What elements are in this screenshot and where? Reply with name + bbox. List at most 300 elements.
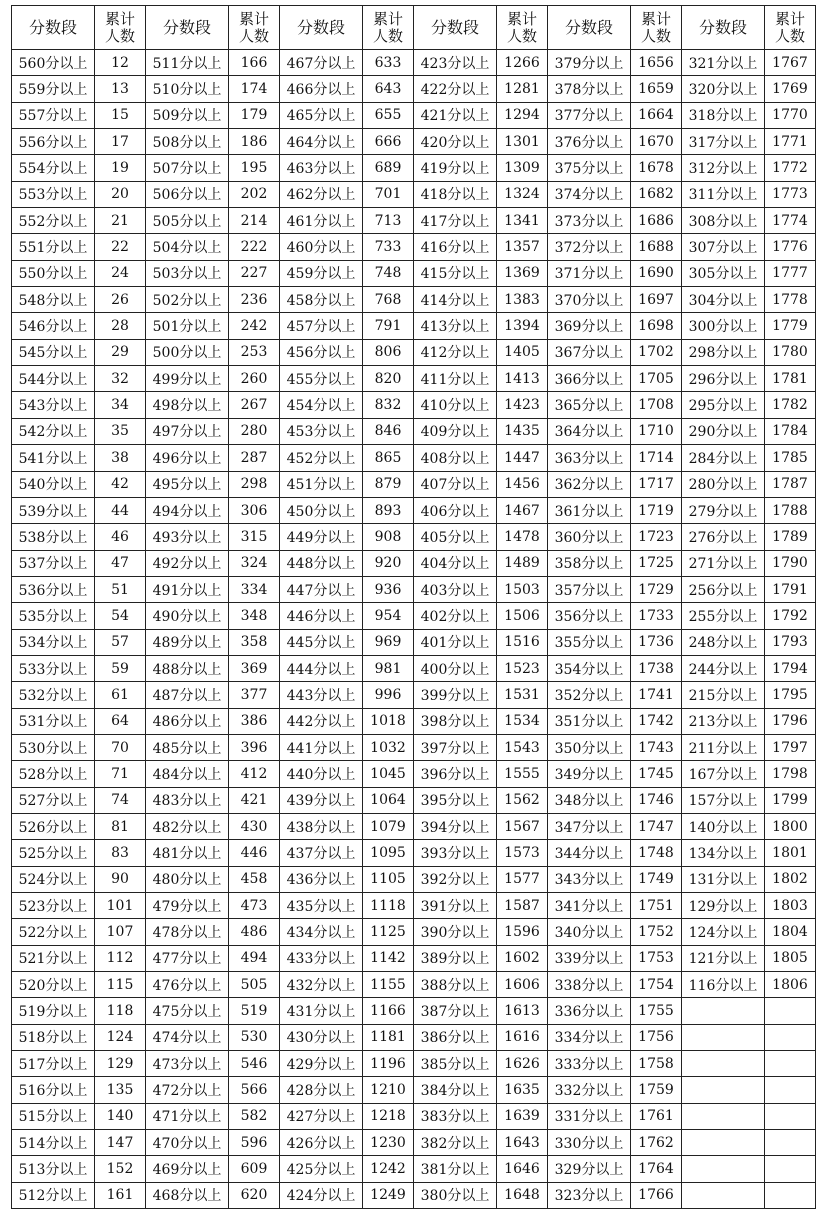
table-row <box>12 524 816 550</box>
score-segment-cell <box>682 1077 765 1103</box>
cumulative-count-cell: 1790 <box>765 550 816 576</box>
score-segment-cell: 439分以上 <box>280 787 363 813</box>
cumulative-count-cell: 1719 <box>631 497 682 523</box>
cumulative-count-cell: 74 <box>95 787 146 813</box>
cumulative-count-cell: 28 <box>95 313 146 339</box>
cumulative-count-cell: 1543 <box>497 734 548 760</box>
cumulative-count-cell: 1738 <box>631 655 682 681</box>
cumulative-count-cell: 1210 <box>363 1077 414 1103</box>
score-segment-cell: 376分以上 <box>548 129 631 155</box>
table-row <box>12 893 816 919</box>
table-row <box>12 1103 816 1129</box>
score-segment-cell: 423分以上 <box>414 50 497 76</box>
score-segment-cell: 520分以上 <box>12 972 95 998</box>
header-row <box>12 6 816 50</box>
score-segment-cell: 352分以上 <box>548 682 631 708</box>
cumulative-count-cell: 1118 <box>363 893 414 919</box>
cumulative-count-cell: 287 <box>229 445 280 471</box>
cumulative-count-cell: 1573 <box>497 840 548 866</box>
cumulative-count-cell: 135 <box>95 1077 146 1103</box>
cumulative-count-cell: 1018 <box>363 708 414 734</box>
score-segment-cell: 371分以上 <box>548 260 631 286</box>
score-segment-cell: 389分以上 <box>414 945 497 971</box>
score-segment-cell: 476分以上 <box>146 972 229 998</box>
cumulative-count-cell: 101 <box>95 893 146 919</box>
cumulative-count-cell <box>765 1077 816 1103</box>
cumulative-count-cell: 1577 <box>497 866 548 892</box>
cumulative-count-cell: 1242 <box>363 1156 414 1182</box>
table-row <box>12 682 816 708</box>
score-segment-cell: 369分以上 <box>548 313 631 339</box>
score-segment-cell: 129分以上 <box>682 893 765 919</box>
cumulative-count-cell: 458 <box>229 866 280 892</box>
score-segment-cell: 494分以上 <box>146 497 229 523</box>
score-segment-cell: 524分以上 <box>12 866 95 892</box>
cumulative-count-cell: 1105 <box>363 866 414 892</box>
cumulative-count-cell: 1797 <box>765 734 816 760</box>
cumulative-count-cell: 1656 <box>631 50 682 76</box>
cumulative-count-cell: 1767 <box>765 50 816 76</box>
cumulative-count-cell: 1766 <box>631 1182 682 1208</box>
score-segment-cell: 340分以上 <box>548 919 631 945</box>
score-segment-cell: 354分以上 <box>548 655 631 681</box>
cumulative-count-cell <box>765 1182 816 1208</box>
score-segment-cell: 321分以上 <box>682 50 765 76</box>
header-count-line1: 累计 <box>506 9 537 28</box>
cumulative-count-cell: 1777 <box>765 260 816 286</box>
cumulative-count-cell: 954 <box>363 603 414 629</box>
score-segment-cell <box>682 998 765 1024</box>
cumulative-count-cell: 1596 <box>497 919 548 945</box>
score-segment-cell: 498分以上 <box>146 392 229 418</box>
score-segment-cell: 417分以上 <box>414 208 497 234</box>
cumulative-count-cell: 1635 <box>497 1077 548 1103</box>
score-segment-cell: 556分以上 <box>12 129 95 155</box>
score-segment-cell: 542分以上 <box>12 418 95 444</box>
score-segment-cell: 544分以上 <box>12 366 95 392</box>
cumulative-count-cell: 1806 <box>765 972 816 998</box>
cumulative-count-cell: 1705 <box>631 366 682 392</box>
cumulative-count-cell: 1752 <box>631 919 682 945</box>
score-segment-cell: 454分以上 <box>280 392 363 418</box>
score-segment-cell: 519分以上 <box>12 998 95 1024</box>
score-segment-cell: 499分以上 <box>146 366 229 392</box>
cumulative-count-cell: 1729 <box>631 576 682 602</box>
score-segment-cell: 255分以上 <box>682 603 765 629</box>
cumulative-count-cell: 348 <box>229 603 280 629</box>
header-count-line2: 人数 <box>506 26 537 45</box>
score-segment-cell: 536分以上 <box>12 576 95 602</box>
score-segment-cell: 391分以上 <box>414 893 497 919</box>
cumulative-count-cell: 253 <box>229 339 280 365</box>
cumulative-count-cell: 59 <box>95 655 146 681</box>
cumulative-count-cell: 29 <box>95 339 146 365</box>
cumulative-count-cell: 1789 <box>765 524 816 550</box>
table-row <box>12 313 816 339</box>
header-count-line1: 累计 <box>104 9 135 28</box>
score-segment-cell: 452分以上 <box>280 445 363 471</box>
table-row <box>12 339 816 365</box>
table-row <box>12 761 816 787</box>
header-count-line1: 累计 <box>640 9 671 28</box>
score-segment-cell: 364分以上 <box>548 418 631 444</box>
table-row <box>12 550 816 576</box>
score-segment-cell: 427分以上 <box>280 1103 363 1129</box>
score-segment-cell: 374分以上 <box>548 181 631 207</box>
cumulative-count-cell <box>765 1130 816 1156</box>
score-segment-cell: 444分以上 <box>280 655 363 681</box>
cumulative-count-cell: 1266 <box>497 50 548 76</box>
score-segment-cell: 373分以上 <box>548 208 631 234</box>
score-segment-cell: 320分以上 <box>682 76 765 102</box>
cumulative-count-cell: 1714 <box>631 445 682 471</box>
table-row <box>12 1024 816 1050</box>
cumulative-count-cell: 701 <box>363 181 414 207</box>
score-segment-cell: 406分以上 <box>414 497 497 523</box>
score-segment-cell: 367分以上 <box>548 339 631 365</box>
cumulative-count-cell: 505 <box>229 972 280 998</box>
cumulative-count-cell: 334 <box>229 576 280 602</box>
table-row <box>12 972 816 998</box>
cumulative-count-cell: 1405 <box>497 339 548 365</box>
score-segment-cell: 517分以上 <box>12 1051 95 1077</box>
header-cumulative-count <box>631 6 682 50</box>
cumulative-count-cell: 1281 <box>497 76 548 102</box>
cumulative-count-cell: 1784 <box>765 418 816 444</box>
table-row <box>12 1051 816 1077</box>
table-row <box>12 129 816 155</box>
score-segment-cell <box>682 1182 765 1208</box>
score-segment-cell: 347分以上 <box>548 813 631 839</box>
score-segment-cell: 502分以上 <box>146 287 229 313</box>
cumulative-count-cell: 1697 <box>631 287 682 313</box>
score-segment-cell: 276分以上 <box>682 524 765 550</box>
score-segment-cell: 486分以上 <box>146 708 229 734</box>
score-segment-cell: 331分以上 <box>548 1103 631 1129</box>
cumulative-count-cell: 1230 <box>363 1130 414 1156</box>
header-score-segment: 分数段 <box>146 6 229 50</box>
score-segment-cell: 434分以上 <box>280 919 363 945</box>
cumulative-count-cell: 713 <box>363 208 414 234</box>
cumulative-count-cell: 1613 <box>497 998 548 1024</box>
table-row <box>12 629 816 655</box>
score-segment-cell: 460分以上 <box>280 234 363 260</box>
score-segment-cell: 480分以上 <box>146 866 229 892</box>
cumulative-count-cell: 129 <box>95 1051 146 1077</box>
score-segment-cell: 468分以上 <box>146 1182 229 1208</box>
score-segment-cell: 388分以上 <box>414 972 497 998</box>
score-segment-cell: 377分以上 <box>548 102 631 128</box>
cumulative-count-cell: 61 <box>95 682 146 708</box>
score-segment-cell: 531分以上 <box>12 708 95 734</box>
score-segment-cell: 438分以上 <box>280 813 363 839</box>
score-segment-cell: 474分以上 <box>146 1024 229 1050</box>
cumulative-count-cell: 748 <box>363 260 414 286</box>
table-row <box>12 919 816 945</box>
cumulative-count-cell: 1785 <box>765 445 816 471</box>
cumulative-count-cell: 15 <box>95 102 146 128</box>
score-segment-cell: 397分以上 <box>414 734 497 760</box>
score-segment-cell: 415分以上 <box>414 260 497 286</box>
cumulative-count-cell: 1803 <box>765 893 816 919</box>
cumulative-count-cell: 1394 <box>497 313 548 339</box>
cumulative-count-cell: 1698 <box>631 313 682 339</box>
score-segment-cell: 527分以上 <box>12 787 95 813</box>
cumulative-count-cell: 1769 <box>765 76 816 102</box>
cumulative-count-cell: 140 <box>95 1103 146 1129</box>
cumulative-count-cell: 421 <box>229 787 280 813</box>
cumulative-count-cell: 26 <box>95 287 146 313</box>
score-segment-cell: 435分以上 <box>280 893 363 919</box>
score-segment-cell: 495分以上 <box>146 471 229 497</box>
score-segment-cell: 341分以上 <box>548 893 631 919</box>
cumulative-count-cell: 1626 <box>497 1051 548 1077</box>
score-segment-cell: 514分以上 <box>12 1130 95 1156</box>
cumulative-count-cell: 1745 <box>631 761 682 787</box>
cumulative-count-cell: 733 <box>363 234 414 260</box>
score-segment-cell: 492分以上 <box>146 550 229 576</box>
header-cumulative-count <box>95 6 146 50</box>
score-segment-cell: 437分以上 <box>280 840 363 866</box>
score-segment-cell: 464分以上 <box>280 129 363 155</box>
cumulative-count-cell: 42 <box>95 471 146 497</box>
score-segment-cell: 409分以上 <box>414 418 497 444</box>
score-segment-cell: 305分以上 <box>682 260 765 286</box>
cumulative-count-cell: 996 <box>363 682 414 708</box>
cumulative-count-cell: 806 <box>363 339 414 365</box>
score-segment-cell: 334分以上 <box>548 1024 631 1050</box>
table-row <box>12 76 816 102</box>
cumulative-count-cell: 260 <box>229 366 280 392</box>
cumulative-count-cell: 57 <box>95 629 146 655</box>
cumulative-count-cell: 582 <box>229 1103 280 1129</box>
score-segment-cell: 311分以上 <box>682 181 765 207</box>
cumulative-count-cell: 1804 <box>765 919 816 945</box>
table-row <box>12 366 816 392</box>
cumulative-count-cell: 1670 <box>631 129 682 155</box>
score-segment-cell: 457分以上 <box>280 313 363 339</box>
cumulative-count-cell: 865 <box>363 445 414 471</box>
score-segment-cell: 487分以上 <box>146 682 229 708</box>
score-segment-cell: 398分以上 <box>414 708 497 734</box>
cumulative-count-cell: 1741 <box>631 682 682 708</box>
score-segment-cell: 379分以上 <box>548 50 631 76</box>
table-row <box>12 866 816 892</box>
cumulative-count-cell: 1534 <box>497 708 548 734</box>
score-segment-cell <box>682 1051 765 1077</box>
cumulative-count-cell: 35 <box>95 418 146 444</box>
header-count-line2: 人数 <box>774 26 805 45</box>
score-segment-cell: 405分以上 <box>414 524 497 550</box>
score-segment-cell: 501分以上 <box>146 313 229 339</box>
cumulative-count-cell: 1125 <box>363 919 414 945</box>
score-segment-cell: 485分以上 <box>146 734 229 760</box>
cumulative-count-cell: 1754 <box>631 972 682 998</box>
score-segment-cell: 537分以上 <box>12 550 95 576</box>
cumulative-count-cell: 38 <box>95 445 146 471</box>
score-segment-cell: 459分以上 <box>280 260 363 286</box>
score-segment-cell: 504分以上 <box>146 234 229 260</box>
cumulative-count-cell: 1759 <box>631 1077 682 1103</box>
cumulative-count-cell: 1489 <box>497 550 548 576</box>
table-row <box>12 497 816 523</box>
score-segment-cell: 523分以上 <box>12 893 95 919</box>
cumulative-count-cell: 20 <box>95 181 146 207</box>
cumulative-count-cell: 315 <box>229 524 280 550</box>
cumulative-count-cell: 44 <box>95 497 146 523</box>
cumulative-count-cell: 1646 <box>497 1156 548 1182</box>
cumulative-count-cell: 1602 <box>497 945 548 971</box>
score-segment-cell: 432分以上 <box>280 972 363 998</box>
cumulative-count-cell: 1142 <box>363 945 414 971</box>
score-segment-cell: 386分以上 <box>414 1024 497 1050</box>
header-score-segment: 分数段 <box>548 6 631 50</box>
score-segment-cell: 295分以上 <box>682 392 765 418</box>
score-segment-cell: 348分以上 <box>548 787 631 813</box>
score-segment-cell <box>682 1103 765 1129</box>
score-segment-cell: 404分以上 <box>414 550 497 576</box>
cumulative-count-cell <box>765 1103 816 1129</box>
cumulative-count-cell: 430 <box>229 813 280 839</box>
score-segment-cell: 500分以上 <box>146 339 229 365</box>
cumulative-count-cell: 242 <box>229 313 280 339</box>
cumulative-count-cell: 1447 <box>497 445 548 471</box>
cumulative-count-cell: 51 <box>95 576 146 602</box>
score-segment-cell: 440分以上 <box>280 761 363 787</box>
cumulative-count-cell: 1294 <box>497 102 548 128</box>
score-segment-cell: 394分以上 <box>414 813 497 839</box>
score-segment-cell: 385分以上 <box>414 1051 497 1077</box>
score-segment-cell: 284分以上 <box>682 445 765 471</box>
header-cumulative-count <box>229 6 280 50</box>
cumulative-count-cell: 1045 <box>363 761 414 787</box>
cumulative-count-cell: 166 <box>229 50 280 76</box>
cumulative-count-cell: 1690 <box>631 260 682 286</box>
score-segment-cell: 140分以上 <box>682 813 765 839</box>
score-segment-cell: 390分以上 <box>414 919 497 945</box>
header-score-segment: 分数段 <box>12 6 95 50</box>
cumulative-count-cell: 267 <box>229 392 280 418</box>
cumulative-count-cell: 202 <box>229 181 280 207</box>
cumulative-count-cell: 112 <box>95 945 146 971</box>
table-row <box>12 1156 816 1182</box>
score-segment-cell: 508分以上 <box>146 129 229 155</box>
score-segment-cell: 441分以上 <box>280 734 363 760</box>
score-segment-cell: 124分以上 <box>682 919 765 945</box>
cumulative-count-cell: 369 <box>229 655 280 681</box>
score-segment-cell: 442分以上 <box>280 708 363 734</box>
cumulative-count-cell: 1166 <box>363 998 414 1024</box>
score-segment-cell: 244分以上 <box>682 655 765 681</box>
header-count-line1: 累计 <box>372 9 403 28</box>
score-segment-cell: 557分以上 <box>12 102 95 128</box>
cumulative-count-cell: 46 <box>95 524 146 550</box>
cumulative-count-cell: 179 <box>229 102 280 128</box>
header-count-line1: 累计 <box>238 9 269 28</box>
score-segment-cell: 416分以上 <box>414 234 497 260</box>
score-segment-cell: 436分以上 <box>280 866 363 892</box>
score-segment-cell: 530分以上 <box>12 734 95 760</box>
cumulative-count-cell: 1639 <box>497 1103 548 1129</box>
cumulative-count-cell: 1095 <box>363 840 414 866</box>
table-row <box>12 813 816 839</box>
cumulative-count-cell: 609 <box>229 1156 280 1182</box>
cumulative-count-cell: 1782 <box>765 392 816 418</box>
score-segment-cell: 481分以上 <box>146 840 229 866</box>
cumulative-count-cell <box>765 1024 816 1050</box>
cumulative-count-cell: 936 <box>363 576 414 602</box>
cumulative-count-cell: 1682 <box>631 181 682 207</box>
score-segment-cell: 318分以上 <box>682 102 765 128</box>
cumulative-count-cell: 1648 <box>497 1182 548 1208</box>
score-segment-cell: 351分以上 <box>548 708 631 734</box>
cumulative-count-cell: 1324 <box>497 181 548 207</box>
cumulative-count-cell: 1800 <box>765 813 816 839</box>
cumulative-count-cell: 473 <box>229 893 280 919</box>
cumulative-count-cell: 530 <box>229 1024 280 1050</box>
cumulative-count-cell: 64 <box>95 708 146 734</box>
cumulative-count-cell: 118 <box>95 998 146 1024</box>
score-segment-cell: 339分以上 <box>548 945 631 971</box>
cumulative-count-cell: 324 <box>229 550 280 576</box>
score-segment-cell: 429分以上 <box>280 1051 363 1077</box>
cumulative-count-cell: 1795 <box>765 682 816 708</box>
score-segment-cell: 298分以上 <box>682 339 765 365</box>
cumulative-count-cell: 1249 <box>363 1182 414 1208</box>
score-segment-cell: 532分以上 <box>12 682 95 708</box>
score-segment-cell: 279分以上 <box>682 497 765 523</box>
cumulative-count-cell: 1780 <box>765 339 816 365</box>
score-segment-cell: 280分以上 <box>682 471 765 497</box>
cumulative-count-cell: 633 <box>363 50 414 76</box>
cumulative-count-cell: 152 <box>95 1156 146 1182</box>
cumulative-count-cell: 1064 <box>363 787 414 813</box>
score-segment-cell: 465分以上 <box>280 102 363 128</box>
score-segment-cell: 215分以上 <box>682 682 765 708</box>
cumulative-count-cell: 981 <box>363 655 414 681</box>
cumulative-count-cell: 377 <box>229 682 280 708</box>
cumulative-count-cell: 1742 <box>631 708 682 734</box>
cumulative-count-cell: 893 <box>363 497 414 523</box>
cumulative-count-cell: 1799 <box>765 787 816 813</box>
score-segment-cell: 338分以上 <box>548 972 631 998</box>
cumulative-count-cell: 396 <box>229 734 280 760</box>
cumulative-count-cell: 1587 <box>497 893 548 919</box>
score-segment-cell: 453分以上 <box>280 418 363 444</box>
cumulative-count-cell: 1778 <box>765 287 816 313</box>
score-segment-cell: 317分以上 <box>682 129 765 155</box>
score-segment-cell: 447分以上 <box>280 576 363 602</box>
score-segment-cell: 540分以上 <box>12 471 95 497</box>
cumulative-count-cell: 214 <box>229 208 280 234</box>
cumulative-count-cell: 70 <box>95 734 146 760</box>
score-segment-cell: 392分以上 <box>414 866 497 892</box>
cumulative-count-cell: 1779 <box>765 313 816 339</box>
header-cumulative-count <box>765 6 816 50</box>
cumulative-count-cell: 186 <box>229 129 280 155</box>
score-segment-cell: 488分以上 <box>146 655 229 681</box>
table-row <box>12 234 816 260</box>
table-row <box>12 155 816 181</box>
cumulative-count-cell: 486 <box>229 919 280 945</box>
cumulative-count-cell: 1764 <box>631 1156 682 1182</box>
cumulative-count-cell: 1688 <box>631 234 682 260</box>
score-segment-cell: 418分以上 <box>414 181 497 207</box>
cumulative-count-cell: 1717 <box>631 471 682 497</box>
score-segment-cell: 469分以上 <box>146 1156 229 1182</box>
cumulative-count-cell: 1456 <box>497 471 548 497</box>
score-segment-cell <box>682 1024 765 1050</box>
